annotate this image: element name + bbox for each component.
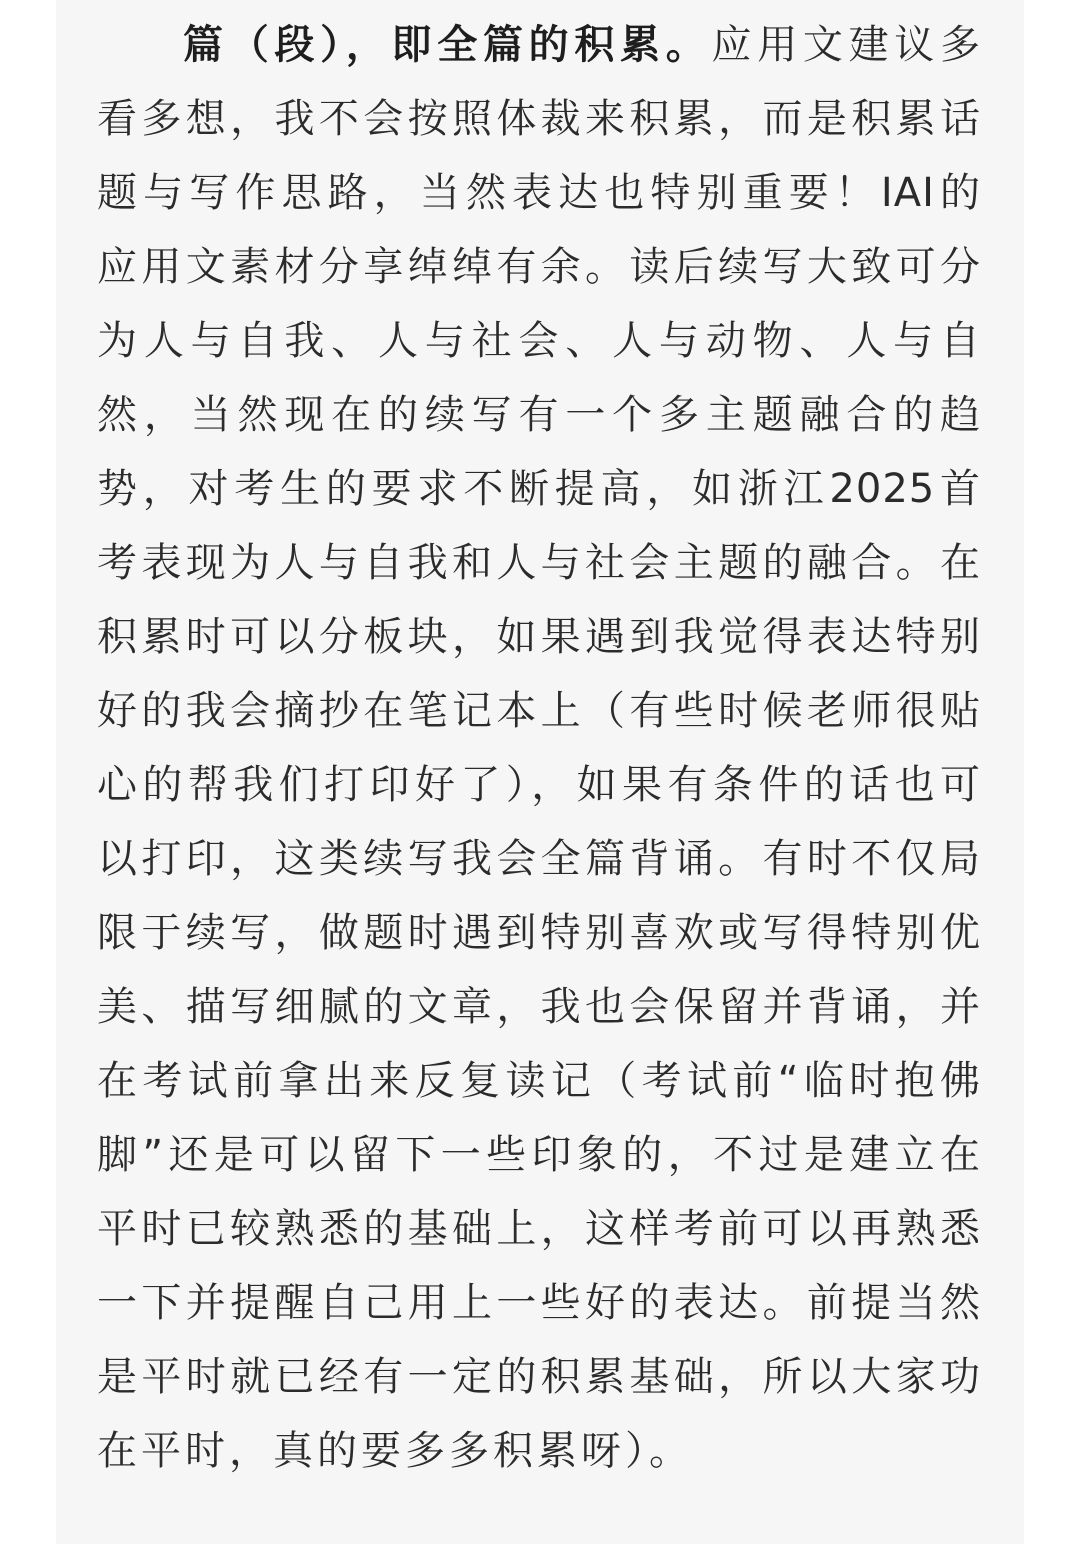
article-line-4: 应用文素材分享绰绰有余。读后续写大致可分: [97, 244, 981, 290]
article-line-3: 题与写作思路，当然表达也特别重要！IAI的: [97, 170, 981, 216]
article-line-19: 是平时就已经有一定的积累基础，所以大家功: [97, 1354, 981, 1400]
article-text: [97, 8, 981, 1488]
bold-phrase: 篇（段），即全篇的积累。: [183, 22, 712, 68]
article-line-10: 好的我会摘抄在笔记本上（有些时候老师很贴: [97, 688, 981, 734]
article-line-13: 限于续写，做题时遇到特别喜欢或写得特别优: [97, 910, 981, 956]
article-line-16: 脚”还是可以留下一些印象的，不过是建立在: [97, 1132, 981, 1178]
article-line-5: 为人与自我、人与社会、人与动物、人与自: [97, 318, 981, 364]
article-line-20: 在平时，真的要多多积累呀）。: [97, 1428, 693, 1474]
article-line-12: 以打印，这类续写我会全篇背诵。有时不仅局: [97, 836, 981, 882]
article-line-11: 心的帮我们打印好了），如果有条件的话也可: [97, 762, 981, 808]
article-line-8: 考表现为人与自我和人与社会主题的融合。在: [97, 540, 981, 586]
article-line-17: 平时已较熟悉的基础上，这样考前可以再熟悉: [97, 1206, 981, 1252]
article-line-1: [97, 8, 981, 82]
article-line-6: 然，当然现在的续写有一个多主题融合的趋: [97, 392, 981, 438]
article-line-15: 在考试前拿出来反复读记（考试前“临时抱佛: [97, 1058, 981, 1104]
line-rest: 应用文建议多: [711, 22, 982, 68]
article-line-9: 积累时可以分板块，如果遇到我觉得表达特别: [97, 614, 981, 660]
article-line-18: 一下并提醒自己用上一些好的表达。前提当然: [97, 1280, 981, 1326]
article-line-14: 美、描写细腻的文章，我也会保留并背诵，并: [97, 984, 981, 1030]
article-line-7: 势，对考生的要求不断提高，如浙江2025首: [97, 466, 981, 512]
article-line-2: 看多想，我不会按照体裁来积累，而是积累话: [97, 96, 981, 142]
